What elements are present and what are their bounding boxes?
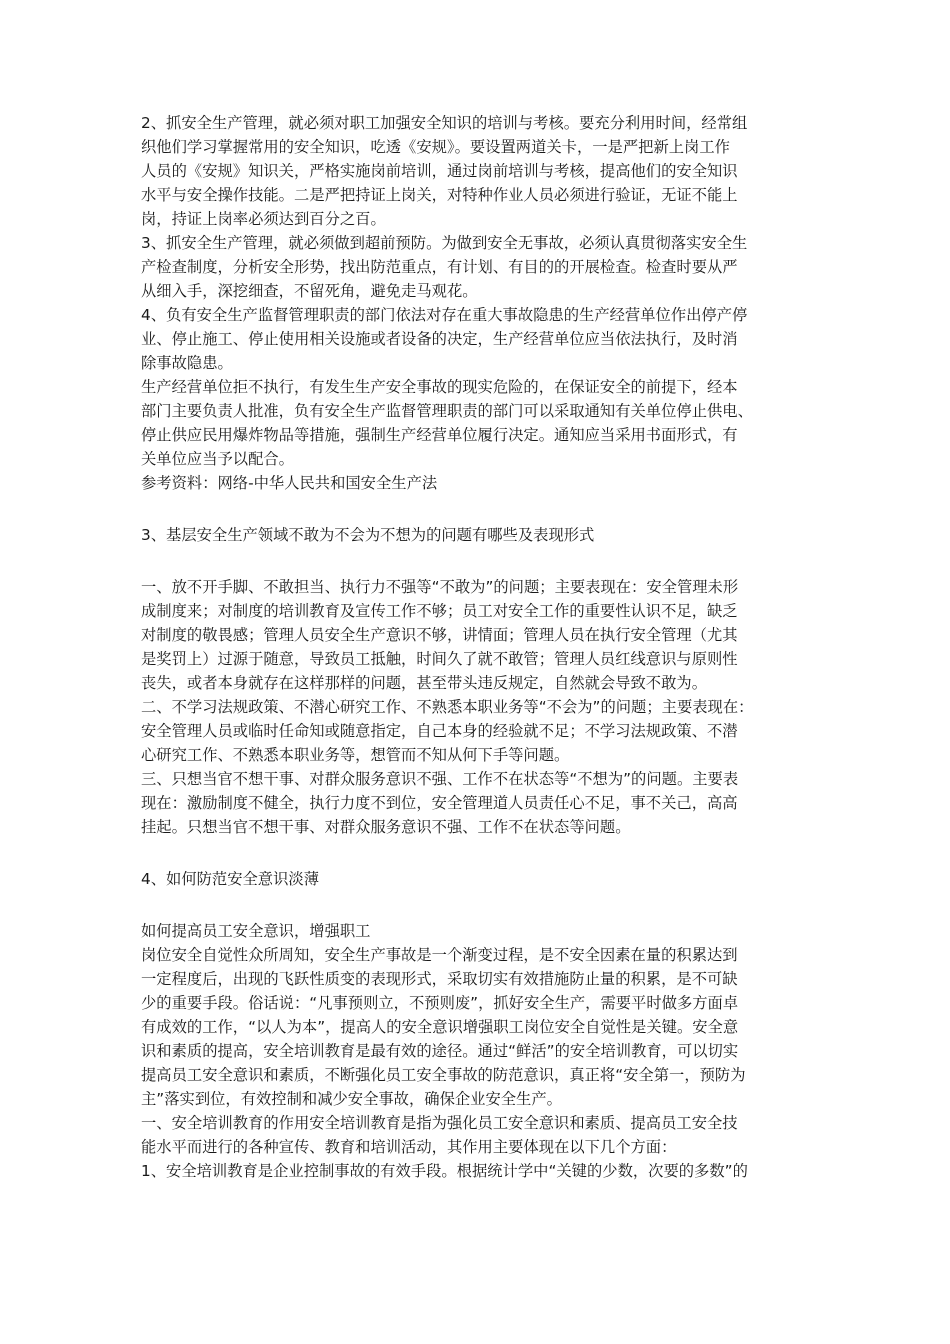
text-line: 挂起。只想当官不想干事、对群众服务意识不强、工作不在状态等问题。 (141, 818, 631, 836)
text-line: 有成效的工作，“以人为本”，提高人的安全意识增强职工岗位安全自觉性是关键。安全意 (141, 1018, 739, 1036)
text-line: 三、只想当官不想干事、对群众服务意识不强、工作不在状态等“不想为”的问题。主要表 (141, 770, 739, 788)
text-line: 一、安全培训教育的作用安全培训教育是指为强化员工安全意识和素质、提高员工安全技 (141, 1114, 738, 1132)
text-line: 一、放不开手脚、不敢担当、执行力不强等“不敢为”的问题；主要表现在：安全管理未形 (141, 578, 739, 596)
text-line: 业、停止施工、停止使用相关设施或者设备的决定，生产经营单位应当依法执行，及时消 (141, 330, 738, 348)
text-line: 4、负有安全生产监督管理职责的部门依法对存在重大事故隐患的生产经营单位作出停产停 (141, 306, 748, 324)
text-line: 心研究工作、不熟悉本职业务等，想管而不知从何下手等问题。 (141, 746, 570, 764)
text-line: 从细入手，深挖细查，不留死角，避免走马观花。 (141, 282, 478, 300)
text-line: 1、安全培训教育是企业控制事故的有效手段。根据统计学中“关键的少数，次要的多数”的 (141, 1162, 748, 1180)
text-line: 少的重要手段。俗话说：“凡事预则立，不预则废”，抓好安全生产，需要平时做多方面卓 (141, 994, 739, 1012)
text-line: 现在：激励制度不健全，执行力度不到位，安全管理道人员责任心不足，事不关己，高高 (141, 794, 738, 812)
section-heading: 3、基层安全生产领域不敢为不会为不想为的问题有哪些及表现形式 (141, 526, 595, 544)
text-line: 水平与安全操作技能。二是严把持证上岗关，对特种作业人员必须进行验证，无证不能上 (141, 186, 738, 204)
text-line: 除事故隐患。 (141, 354, 233, 372)
section-heading: 4、如何防范安全意识淡薄 (141, 870, 319, 888)
text-line: 一定程度后，出现的飞跃性质变的表现形式，采取切实有效措施防止量的积累，是不可缺 (141, 970, 738, 988)
text-line: 关单位应当予以配合。 (141, 450, 294, 468)
text-line: 岗，持证上岗率必须达到百分之百。 (141, 210, 386, 228)
text-line: 主”落实到位，有效控制和减少安全事故，确保企业安全生产。 (141, 1090, 562, 1108)
text-line: 安全管理人员或临时任命知或随意指定，自己本身的经验就不足；不学习法规政策、不潜 (141, 722, 738, 740)
text-line: 能水平而进行的各种宣传、教育和培训活动，其作用主要体现在以下几个方面： (141, 1138, 677, 1156)
text-line: 织他们学习掌握常用的安全知识，吃透《安规》。要设置两道关卡，一是严把新上岗工作 (141, 138, 730, 156)
text-line: 提高员工安全意识和素质，不断强化员工安全事故的防范意识，真正将“安全第一，预防为 (141, 1066, 746, 1084)
text-line: 丧失，或者本身就存在这样那样的问题，甚至带头违反规定，自然就会导致不敢为。 (141, 674, 707, 692)
reference-line: 参考资料：网络-中华人民共和国安全生产法 (141, 474, 438, 492)
text-line: 产检查制度，分析安全形势，找出防范重点，有计划、有目的的开展检查。检查时要从严 (141, 258, 738, 276)
text-line: 生产经营单位拒不执行，有发生生产安全事故的现实危险的，在保证安全的前提下，经本 (141, 378, 738, 396)
text-line: 二、不学习法规政策、不潜心研究工作、不熟悉本职业务等“不会为”的问题；主要表现在： (141, 698, 754, 716)
text-line: 停止供应民用爆炸物品等措施，强制生产经营单位履行决定。通知应当采用书面形式，有 (141, 426, 738, 444)
text-line: 岗位安全自觉性众所周知，安全生产事故是一个渐变过程，是不安全因素在量的积累达到 (141, 946, 738, 964)
text-line: 人员的《安规》知识关，严格实施岗前培训，通过岗前培训与考核，提高他们的安全知识 (141, 162, 738, 180)
text-line: 如何提高员工安全意识，增强职工 (141, 922, 371, 940)
text-line: 2、抓安全生产管理，就必须对职工加强安全知识的培训与考核。要充分利用时间，经常组 (141, 114, 748, 132)
text-line: 成制度来；对制度的培训教育及宣传工作不够；员工对安全工作的重要性认识不足，缺乏 (141, 602, 738, 620)
text-line: 部门主要负责人批准，负有安全生产监督管理职责的部门可以采取通知有关单位停止供电、 (141, 402, 753, 420)
text-line: 3、抓安全生产管理，就必须做到超前预防。为做到安全无事故，必须认真贯彻落实安全生 (141, 234, 748, 252)
text-line: 对制度的敬畏感；管理人员安全生产意识不够，讲情面；管理人员在执行安全管理（尤其 (141, 626, 738, 644)
text-line: 识和素质的提高，安全培训教育是最有效的途径。通过“鲜活”的安全培训教育，可以切实 (141, 1042, 739, 1060)
text-line: 是奖罚上）过源于随意，导致员工抵触，时间久了就不敢管；管理人员红线意识与原则性 (141, 650, 738, 668)
